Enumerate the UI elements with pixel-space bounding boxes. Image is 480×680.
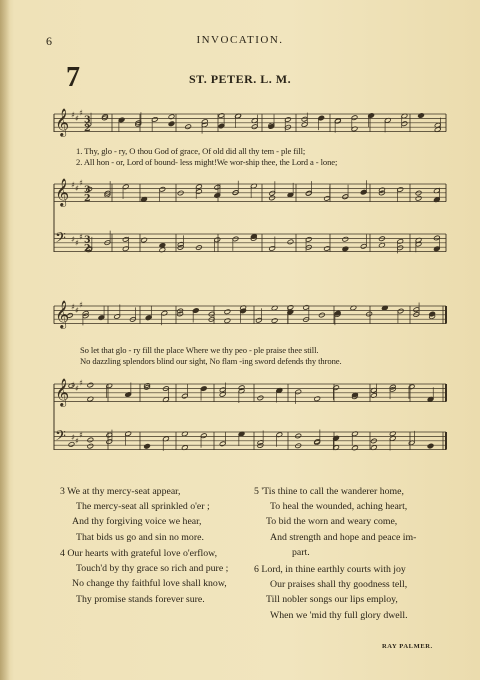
author-credit: RAY PALMER. [382, 643, 433, 650]
sharp-icon: ♯ [75, 184, 79, 193]
note-head [87, 437, 94, 443]
running-head: INVOCATION. [196, 34, 284, 46]
note-head [224, 309, 231, 315]
sharp-icon: ♯ [79, 232, 83, 242]
sharp-icon: ♯ [71, 180, 75, 190]
verse-line: 4 Our hearts with grateful love o'erflow, [60, 548, 218, 559]
verse-line: When we 'mid thy full glory dwell. [270, 609, 408, 621]
note-head [185, 124, 192, 130]
sharp-icon: ♯ [71, 432, 75, 442]
note-head [87, 382, 94, 388]
sharp-icon: ♯ [71, 110, 75, 120]
sharp-icon: ♯ [71, 380, 75, 390]
treble-clef-icon: 𝄞 [55, 108, 70, 136]
verse-line: To heal the wounded, aching heart, [270, 501, 408, 513]
note-head [224, 318, 231, 324]
note-head [87, 443, 94, 449]
note-head [418, 113, 425, 119]
note-head [314, 396, 321, 402]
sharp-icon: ♯ [71, 302, 75, 312]
note-head [324, 246, 331, 252]
verse-3 [60, 484, 210, 545]
sharp-icon: ♯ [79, 178, 83, 188]
verse-line: Our praises shall thy goodness tell, [270, 579, 408, 591]
sharp-icon: ♯ [75, 384, 79, 393]
note-head [269, 195, 276, 201]
sharp-icon: ♯ [75, 306, 79, 315]
note-head [427, 443, 434, 449]
note-head [287, 305, 294, 311]
note-head [366, 311, 373, 317]
note-head [168, 114, 175, 120]
note-head [287, 239, 294, 245]
sharp-icon: ♯ [79, 430, 83, 440]
lyric-line-4: No dazzling splendors blind our sight, No flam -ing sword defends thy throne. [80, 356, 342, 366]
sharp-icon: ♯ [79, 378, 83, 388]
verse-line: Till nobler songs our lips employ, [266, 594, 398, 606]
verse-line: And thy forgiving voice we hear, [72, 516, 202, 528]
sharp-icon: ♯ [79, 108, 83, 118]
lyric-line-1: 1. Thy, glo - ry, O thou God of grace, Of old did all thy tem - ple fill; [76, 146, 306, 156]
note-head [295, 443, 302, 449]
verse-line: 5 'Tis thine to call the wanderer home, [254, 486, 404, 497]
bass-clef-icon: 𝄢 [55, 428, 66, 448]
sharp-icon: ♯ [75, 436, 79, 446]
note-head [295, 433, 302, 439]
sharp-icon: ♯ [75, 238, 79, 248]
verse-line: No change thy faithful love shall know, [72, 578, 227, 590]
verse-line: 3 We at thy mercy-seat appear, [60, 486, 181, 497]
time-signature-bottom: 2 [84, 243, 91, 254]
time-signature-top: 3 [84, 234, 91, 246]
page-number: 6 [46, 34, 52, 48]
note-head [68, 442, 75, 448]
note-head [168, 121, 175, 127]
lyric-line-2: 2. All hon - or, Lord of bound- less might!We wor-ship thee, the Lord a - lone; [76, 157, 338, 167]
note-head [196, 245, 203, 251]
sharp-icon: ♯ [75, 114, 79, 123]
hymn-number: 7 [66, 62, 80, 93]
treble-clef-icon: 𝄞 [55, 300, 70, 328]
time-signature-top: 3 [84, 114, 91, 126]
verse-line: 6 Lord, in thine earthly courts with joy [254, 564, 406, 575]
note-head [342, 194, 349, 200]
verse-line: part. [292, 546, 310, 558]
verse-line: The mercy-seat all sprinkled o'er ; [76, 501, 210, 513]
verse-line: Touch'd by thy grace so rich and pure ; [76, 563, 229, 575]
verse-line: That bids us go and sin no more. [76, 531, 204, 543]
lyric-line-3: So let that glo - ry fill the place Where we thy peo - ple praise thee still. [80, 345, 319, 355]
note-head [144, 443, 151, 449]
sharp-icon: ♯ [79, 300, 83, 310]
verse-6 [254, 562, 408, 623]
verse-5 [254, 484, 416, 560]
treble-clef-icon: 𝄞 [55, 178, 70, 206]
sharp-icon: ♯ [71, 234, 75, 244]
verse-4 [60, 546, 228, 607]
bass-clef-icon: 𝄢 [55, 230, 66, 250]
note-head [305, 191, 312, 197]
note-head [257, 395, 264, 401]
verse-line: Thy promise stands forever sure. [76, 593, 205, 605]
note-head [415, 196, 422, 202]
treble-clef-icon: 𝄞 [55, 378, 70, 406]
note-head [342, 236, 349, 242]
time-signature-top: 3 [84, 184, 91, 196]
time-signature-bottom: 2 [84, 123, 91, 134]
verse-line: To bid the worn and weary come, [266, 516, 398, 528]
note-head [271, 318, 278, 324]
tune-title: ST. PETER. L. M. [188, 72, 292, 86]
verse-line: And strength and hope and peace im- [270, 531, 417, 543]
time-signature-bottom: 2 [84, 193, 91, 204]
